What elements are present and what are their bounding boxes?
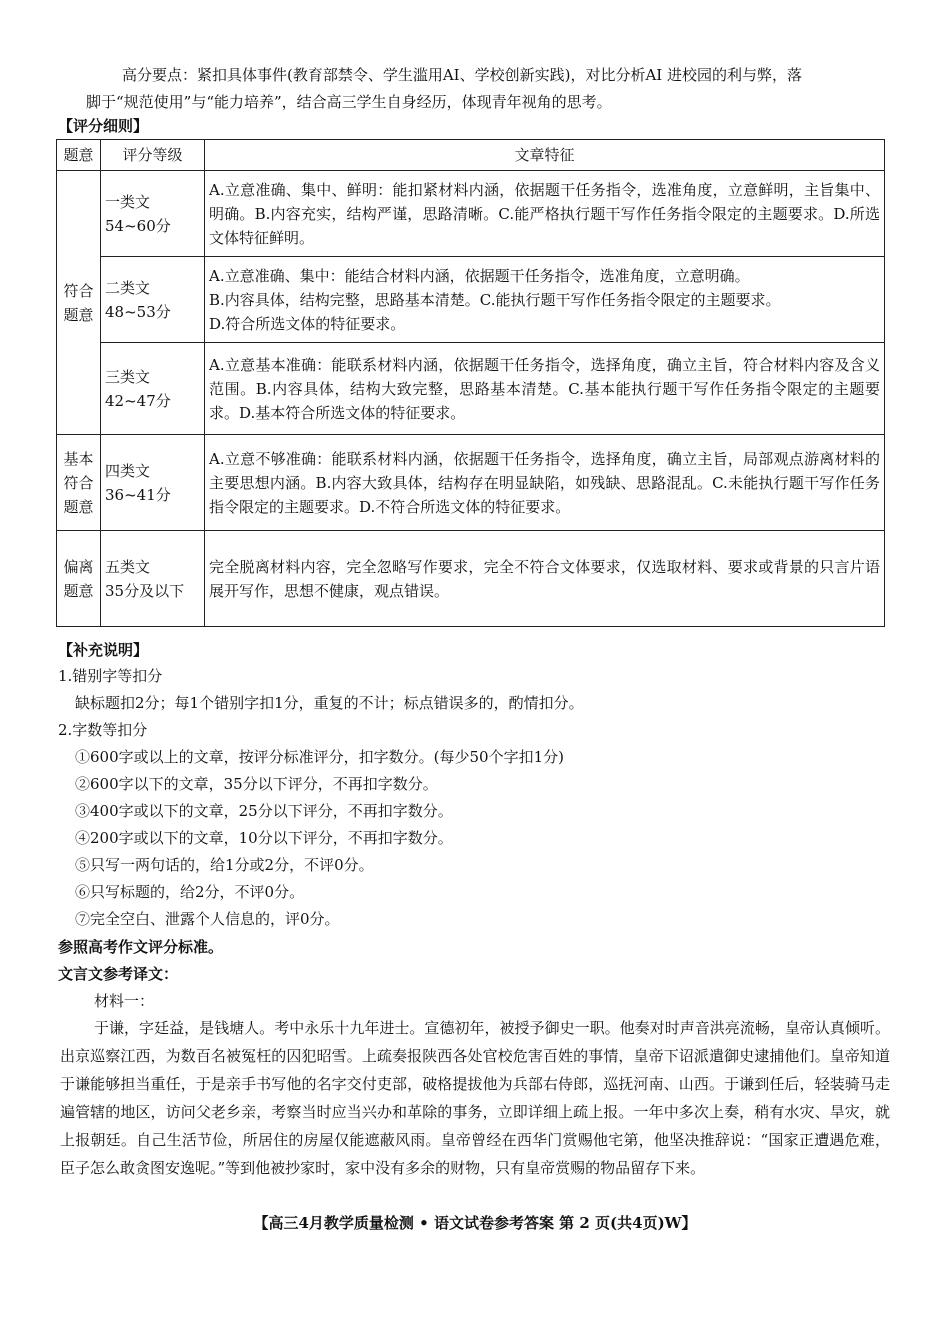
table-header-row [57, 140, 885, 171]
topic-cell: 偏离题意 [57, 531, 101, 627]
supplement-item-1: 1.错别字等扣分 [58, 667, 163, 685]
translation-title: 文言文参考译文： [58, 965, 179, 983]
intro-line-2: 脚于“规范使用”与“能力培养”，结合高三学生自身经历，体现青年视角的思考。 [86, 93, 612, 111]
feature-cell: A.立意准确、集中：能结合材料内涵，依据题干任务指令，选准角度，立意明确。 B.内容具体，结构完整，思路基本清楚。C.能执行题干写作任务指令限定的主题要求。 D.符合所选文体的特征要求。 [205, 257, 885, 343]
feature-cell: A.立意不够准确：能联系材料内涵，依据题干任务指令，选择角度，确立主旨，局部观点游离材料的主要思想内涵。B.内容大致具体，结构存在明显缺陷，如残缺、思路混乱。C.未能执行题干写作任务指令限定的主题要求。D.不符合所选文体的特征要求。 [205, 435, 885, 531]
word-count-rule: ③400字或以下的文章，25分以下评分，不再扣字数分。 [75, 802, 453, 820]
table-row [57, 171, 885, 257]
grade-score: 36~41分 [105, 485, 171, 504]
grade-cell [101, 435, 205, 531]
header-topic: 题意 [57, 140, 101, 171]
grade-score: 48~53分 [105, 302, 171, 321]
grade-score: 54~60分 [105, 216, 171, 235]
material-label: 材料一： [94, 992, 155, 1010]
table-row [57, 531, 885, 627]
word-count-rule: ⑥只写标题的，给2分，不评0分。 [75, 883, 305, 901]
feature-cell: A.立意准确、集中、鲜明：能扣紧材料内涵，依据题干任务指令，选准角度，立意鲜明，主旨集中、明确。B.内容充实，结构严谨，思路清晰。C.能严格执行题干写作任务指令限定的主题要求。D.所选文体特征鲜明。 [205, 171, 885, 257]
grade-name: 四类文 [105, 461, 151, 480]
rubric-table [56, 139, 885, 627]
translation-paragraph: 于谦，字廷益，是钱塘人。考中永乐十九年进士。宣德初年，被授予御史一职。他奏对时声音洪亮流畅，皇帝认真倾听。出京巡察江西，为数百名被冤枉的囚犯昭雪。上疏奏报陕西各处官校危害百姓的事情，皇帝下诏派遣御史逮捕他们。皇帝知道于谦能够担当重任，于是亲手书写他的名字交付吏部，破格提拔他为兵部右侍郎，巡抚河南、山西。于谦到任后，轻装骑马走遍管辖的地区，访问父老乡亲，考察当时应当兴办和革除的事务，立即详细上疏上报。一年中多次上奏，稍有水灾、旱灾，就上报朝廷。自己生活节俭，所居住的房屋仅能遮蔽风雨。皇帝曾经在西华门赏赐他宅第，他坚决推辞说：“国家正遭遇危难，臣子怎么敢贪图安逸呢。”等到他被抄家时，家中没有多余的财物，只有皇帝赏赐的物品留存下来。 [60, 1019, 890, 1177]
topic-cell: 符合题意 [57, 171, 101, 435]
grade-cell [101, 257, 205, 343]
page-footer: 【高三4月教学质量检测 • 语文试卷参考答案 第 2 页(共4页)W】 [253, 1214, 697, 1232]
header-features: 文章特征 [205, 140, 885, 171]
grade-name: 五类文 [105, 557, 151, 576]
word-count-rule: ②600字以下的文章，35分以下评分，不再扣字数分。 [75, 775, 438, 793]
grade-cell [101, 343, 205, 435]
word-count-rule: ⑤只写一两句话的，给1分或2分，不评0分。 [75, 856, 374, 874]
grade-cell [101, 171, 205, 257]
rubric-title: 【评分细则】 [58, 117, 149, 135]
header-grade: 评分等级 [101, 140, 205, 171]
table-row [57, 343, 885, 435]
table-row [57, 435, 885, 531]
topic-cell: 基本符合题意 [57, 435, 101, 531]
feature-cell: 完全脱离材料内容，完全忽略写作要求，完全不符合文体要求，仅选取材料、要求或背景的只言片语展开写作，思想不健康，观点错误。 [205, 531, 885, 627]
intro-line-1: 高分要点：紧扣具体事件(教育部禁令、学生滥用AI、学校创新实践)，对比分析AI 进校园的利与弊，落 [122, 66, 802, 84]
word-count-rule: ⑦完全空白、泄露个人信息的，评0分。 [75, 910, 340, 928]
word-count-rule: ①600字或以上的文章，按评分标准评分，扣字数分。(每少50个字扣1分) [75, 748, 564, 766]
grade-name: 一类文 [105, 192, 151, 211]
high-score-points [60, 62, 890, 116]
feature-cell: A.立意基本准确：能联系材料内涵，依据题干任务指令，选择角度，确立主旨，符合材料内容及含义范围。B.内容具体，结构大致完整，思路基本清楚。C.基本能执行题干写作任务指令限定的主题要求。D.基本符合所选文体的特征要求。 [205, 343, 885, 435]
supplement-title: 【补充说明】 [58, 641, 149, 659]
reference-note: 参照高考作文评分标准。 [58, 938, 224, 956]
supplement-item-2: 2.字数等扣分 [58, 721, 148, 739]
grade-score: 42~47分 [105, 391, 171, 410]
grade-score: 35分及以下 [105, 581, 185, 600]
grade-cell [101, 531, 205, 627]
grade-name: 二类文 [105, 278, 151, 297]
supplement-item-1-detail: 缺标题扣2分；每1个错别字扣1分，重复的不计；标点错误多的，酌情扣分。 [75, 694, 584, 712]
grade-name: 三类文 [105, 367, 151, 386]
word-count-rule: ④200字或以下的文章，10分以下评分，不再扣字数分。 [75, 829, 453, 847]
table-row [57, 257, 885, 343]
